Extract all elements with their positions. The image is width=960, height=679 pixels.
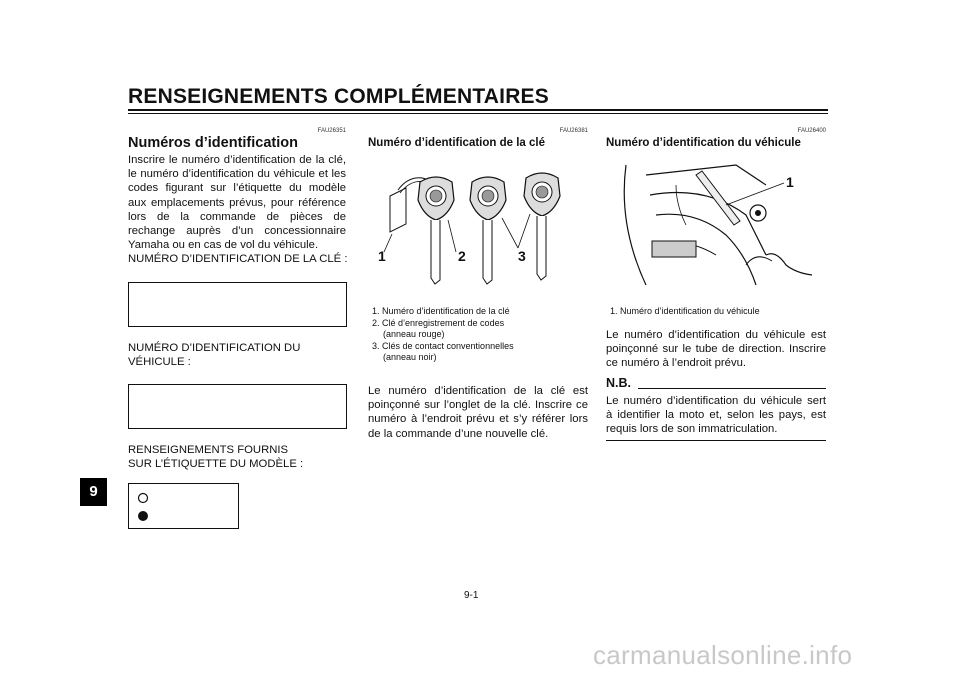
page-title: RENSEIGNEMENTS COMPLÉMENTAIRES — [128, 85, 549, 108]
section-heading: Numéro d’identification du véhicule — [606, 137, 801, 149]
title-rule-thin — [128, 113, 828, 114]
note-bottom-rule — [606, 440, 826, 441]
model-label-field[interactable] — [128, 483, 239, 529]
caption-item: (anneau noir) — [383, 352, 437, 362]
key-number-field[interactable] — [128, 282, 347, 327]
key-number-label: NUMÉRO D’IDENTIFICATION DE LA CLÉ : — [128, 253, 348, 265]
callout-1: 1 — [786, 174, 794, 190]
callout-3: 3 — [518, 248, 526, 264]
page-number: 9-1 — [464, 590, 479, 601]
vehicle-number-label-1: NUMÉRO D’IDENTIFICATION DU — [128, 342, 301, 354]
watermark: carmanualsonline.info — [593, 640, 853, 670]
vehicle-number-label-2: VÉHICULE : — [128, 356, 191, 368]
filled-circle-icon — [138, 511, 148, 521]
section-code: FAU26351 — [317, 128, 346, 134]
caption-item: 2. Clé d’enregistrement de codes — [372, 317, 505, 328]
caption-item: 1. Numéro d’identification de la clé — [372, 306, 510, 316]
model-code-symbols — [129, 484, 238, 528]
section-heading: Numéro d’identification de la clé — [368, 137, 546, 149]
section-heading: Numéros d’identification — [128, 135, 298, 151]
section-code: FAU26400 — [797, 128, 826, 134]
title-rule — [128, 109, 828, 111]
vehicle-caption: 1. Numéro d’identification du véhicule — [610, 306, 760, 316]
key-captions — [372, 306, 514, 364]
key-paragraph: Le numéro d’identification de la clé est poinçonné sur l’onglet de la clé. Inscrire ce numéro à l’endroit prévu et s’y référer lors de la commande d’une nouvelle clé. — [368, 385, 588, 440]
vehicle-paragraph: Le numéro d’identification du véhicule est poinçonné sur le tube de direction. Inscrire ce numéro à l’endroit prévu. — [606, 329, 826, 370]
chapter-tab: 9 — [80, 478, 107, 506]
keys-illustration — [368, 160, 588, 300]
note-top-rule — [638, 388, 826, 389]
caption-item: 3. Clés de contact conventionnelles — [372, 340, 514, 351]
model-label-1: RENSEIGNEMENTS FOURNIS — [128, 444, 289, 456]
intro-paragraph: Inscrire le numéro d’identification de la clé, le numéro d’identification du véhicule et les codes figurant sur l’étiquette du modèle aux emplacements prévus, pour référence lors de la commande de pièces de rechange auprès d’un concessionnaire Yamaha ou en cas de vol du véhicule. — [128, 154, 346, 252]
caption-item: (anneau rouge) — [383, 329, 445, 339]
open-circle-icon — [139, 494, 148, 503]
section-code: FAU26381 — [559, 128, 588, 134]
callout-2: 2 — [458, 248, 466, 264]
vehicle-number-field[interactable] — [128, 384, 347, 429]
note-text: Le numéro d’identification du véhicule sert à identifier la moto et, selon les pays, est requis lors de son immatriculation. — [606, 395, 826, 436]
model-label-2: SUR L’ÉTIQUETTE DU MODÈLE : — [128, 458, 304, 470]
callout-1: 1 — [378, 248, 386, 264]
note-label: N.B. — [606, 376, 631, 390]
